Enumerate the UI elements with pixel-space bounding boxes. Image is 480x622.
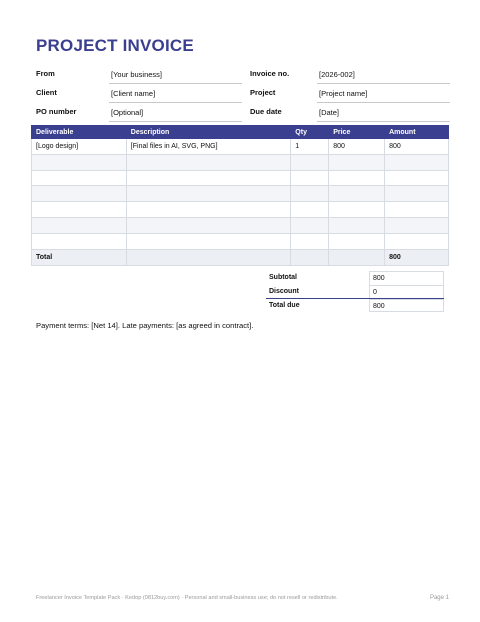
table-row xyxy=(32,170,449,186)
payment-terms: Payment terms: [Net 14]. Late payments: [as agreed in contract]. xyxy=(36,321,254,330)
cell-qty[interactable] xyxy=(291,170,329,186)
client-label: Client xyxy=(36,88,57,97)
cell-deliverable[interactable]: [Logo design] xyxy=(32,139,127,155)
cell-qty[interactable] xyxy=(291,217,329,233)
cell-deliverable[interactable] xyxy=(32,154,127,170)
cell-price[interactable] xyxy=(329,233,385,249)
total-empty-cell xyxy=(126,249,291,265)
discount-label: Discount xyxy=(269,287,299,295)
client-field[interactable]: [Client name] xyxy=(109,85,242,103)
footer-note: Freelancer Invoice Template Pack · Kedop (0812buy.com) · Personal and small-business use; do not resell or redistribute. xyxy=(36,595,338,601)
total-due-value: 800 xyxy=(369,299,444,312)
cell-description[interactable] xyxy=(126,233,291,249)
cell-amount[interactable] xyxy=(385,154,449,170)
header-deliverable: Deliverable xyxy=(32,126,127,139)
subtotal-value: 800 xyxy=(369,271,444,285)
cell-description[interactable] xyxy=(126,202,291,218)
cell-amount[interactable] xyxy=(385,233,449,249)
cell-deliverable[interactable] xyxy=(32,202,127,218)
discount-value[interactable]: 0 xyxy=(369,285,444,299)
invoice-meta xyxy=(36,66,450,123)
cell-price[interactable] xyxy=(329,217,385,233)
table-row xyxy=(32,154,449,170)
cell-amount[interactable] xyxy=(385,186,449,202)
table-row xyxy=(32,217,449,233)
cell-price[interactable]: 800 xyxy=(329,139,385,155)
page-number: Page 1 xyxy=(429,595,449,601)
cell-amount[interactable] xyxy=(385,170,449,186)
from-field[interactable]: [Your business] xyxy=(109,66,242,84)
cell-amount[interactable] xyxy=(385,217,449,233)
cell-qty[interactable] xyxy=(291,186,329,202)
from-label: From xyxy=(36,69,55,78)
cell-deliverable[interactable] xyxy=(32,186,127,202)
header-price: Price xyxy=(329,126,385,139)
cell-amount[interactable]: 800 xyxy=(385,139,449,155)
meta-row-client xyxy=(36,85,450,104)
cell-qty[interactable]: 1 xyxy=(291,139,329,155)
header-description: Description xyxy=(126,126,291,139)
table-total-row xyxy=(32,249,449,265)
cell-qty[interactable] xyxy=(291,202,329,218)
cell-description[interactable] xyxy=(126,154,291,170)
cell-qty[interactable] xyxy=(291,154,329,170)
invoice-no-label: Invoice no. xyxy=(250,69,290,78)
total-empty-cell xyxy=(329,249,385,265)
subtotal-row xyxy=(266,271,444,285)
total-label: Total xyxy=(32,249,127,265)
cell-description[interactable]: [Final files in AI, SVG, PNG] xyxy=(126,139,291,155)
meta-row-po xyxy=(36,104,450,123)
table-header-row xyxy=(32,126,449,139)
po-number-label: PO number xyxy=(36,107,77,116)
due-date-field[interactable]: [Date] xyxy=(317,104,450,122)
table-row xyxy=(32,233,449,249)
invoice-title: PROJECT INVOICE xyxy=(36,36,194,55)
cell-deliverable[interactable] xyxy=(32,170,127,186)
table-row xyxy=(32,202,449,218)
cell-description[interactable] xyxy=(126,217,291,233)
cell-deliverable[interactable] xyxy=(32,217,127,233)
po-number-field[interactable]: [Optional] xyxy=(109,104,242,122)
total-value: 800 xyxy=(385,249,449,265)
invoice-no-field[interactable]: [2026-002] xyxy=(317,66,450,84)
line-items-table xyxy=(31,125,449,266)
cell-price[interactable] xyxy=(329,170,385,186)
cell-amount[interactable] xyxy=(385,202,449,218)
summary-block xyxy=(266,271,444,312)
total-empty-cell xyxy=(291,249,329,265)
cell-description[interactable] xyxy=(126,170,291,186)
cell-price[interactable] xyxy=(329,154,385,170)
cell-qty[interactable] xyxy=(291,233,329,249)
total-due-row xyxy=(266,298,444,312)
project-label: Project xyxy=(250,88,276,97)
table-row xyxy=(32,139,449,155)
project-field[interactable]: [Project name] xyxy=(317,85,450,103)
due-date-label: Due date xyxy=(250,107,282,116)
cell-description[interactable] xyxy=(126,186,291,202)
cell-price[interactable] xyxy=(329,186,385,202)
meta-row-from xyxy=(36,66,450,85)
cell-deliverable[interactable] xyxy=(32,233,127,249)
header-qty: Qty xyxy=(291,126,329,139)
cell-price[interactable] xyxy=(329,202,385,218)
discount-row xyxy=(266,285,444,299)
header-amount: Amount xyxy=(385,126,449,139)
subtotal-label: Subtotal xyxy=(269,274,297,281)
table-row xyxy=(32,186,449,202)
total-due-label: Total due xyxy=(269,302,300,309)
